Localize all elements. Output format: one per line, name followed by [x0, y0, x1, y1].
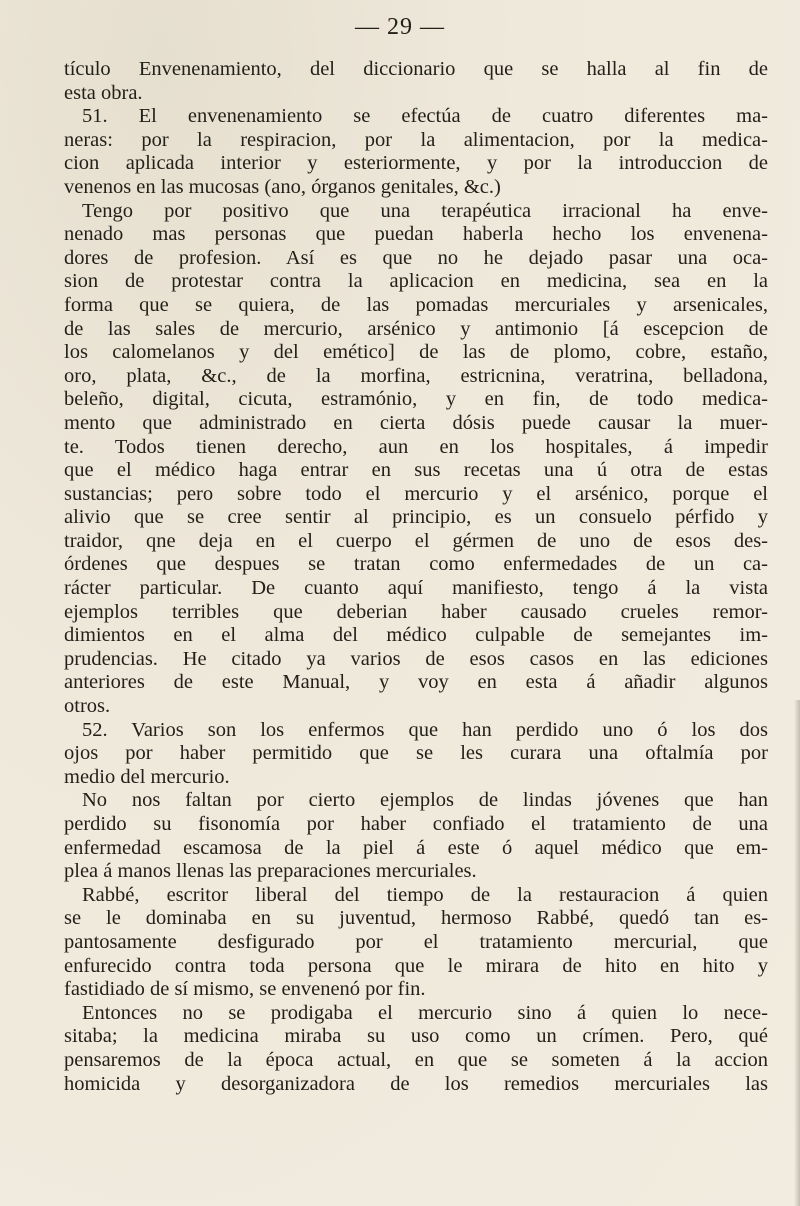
text-line: de las sales de mercurio, arsénico y antimonio [á escepcion de	[64, 317, 768, 340]
text-line: pantosamente desfigurado por el tratamiento mercurial, que	[64, 930, 768, 953]
text-line: que el médico haga entrar en sus recetas una ú otra de estas	[64, 459, 768, 482]
text-line: sustancias; pero sobre todo el mercurio y el arsénico, porque el	[64, 482, 768, 505]
text-line: cion aplicada interior y esteriormente, y por la introduccion de	[64, 152, 768, 175]
text-line: Rabbé, escritor liberal del tiempo de la restauracion á quien	[82, 883, 768, 906]
text-line: forma que se quiera, de las pomadas mercuriales y arsenicales,	[64, 293, 768, 316]
text-line: oro, plata, &c., de la morfina, estricnina, veratrina, belladona,	[64, 364, 768, 387]
text-line: los calomelanos y del emético] de las de plomo, cobre, estaño,	[64, 341, 768, 364]
text-line: fastidiado de sí mismo, se envenenó por fin.	[64, 978, 426, 1001]
text-line: enfurecido contra toda persona que le mirara de hito en hito y	[64, 954, 768, 977]
text-line: 52. Varios son los enfermos que han perdido uno ó los dos	[82, 718, 768, 741]
text-line: plea á manos llenas las preparaciones mercuriales.	[64, 860, 477, 883]
text-line: traidor, qne deja en el cuerpo el gérmen de uno de esos des-	[64, 529, 768, 552]
text-line: rácter particular. De cuanto aquí manifiesto, tengo á la vista	[64, 577, 768, 600]
text-line: esta obra.	[64, 81, 143, 104]
text-line: nenado mas personas que puedan haberla hecho los envenena-	[64, 223, 768, 246]
text-line: se le dominaba en su juventud, hermoso Rabbé, quedó tan es-	[64, 907, 768, 930]
text-line: alivio que se cree sentir al principio, es un consuelo pérfido y	[64, 506, 768, 529]
body-text	[64, 58, 768, 1096]
text-line: venenos en las mucosas (ano, órganos genitales, &c.)	[64, 175, 501, 198]
text-line: No nos faltan por cierto ejemplos de lindas jóvenes que han	[82, 789, 768, 812]
text-line: enfermedad escamosa de la piel á este ó aquel médico que em-	[64, 836, 768, 859]
page-edge-shadow	[794, 700, 800, 1206]
text-line: homicida y desorganizadora de los remedios mercuriales las	[64, 1072, 768, 1095]
text-line: perdido su fisonomía por haber confiado el tratamiento de una	[64, 813, 768, 835]
text-line: prudencias. He citado ya varios de esos casos en las ediciones	[64, 647, 768, 670]
text-line: 51. El envenenamiento se efectúa de cuatro diferentes ma-	[82, 105, 768, 128]
text-line: Entonces no se prodigaba el mercurio sino á quien lo nece-	[82, 1001, 768, 1024]
text-line: órdenes que despues se tratan como enfermedades de un ca-	[64, 553, 768, 576]
text-line: pensaremos de la época actual, en que se someten á la accion	[64, 1048, 768, 1071]
text-line: medio del mercurio.	[64, 765, 230, 788]
text-line: anteriores de este Manual, y voy en esta á añadir algunos	[64, 671, 768, 694]
page-number-header: — 29 —	[355, 14, 445, 40]
text-line: sitaba; la medicina miraba su uso como un crímen. Pero, qué	[64, 1025, 768, 1048]
text-line: beleño, digital, cicuta, estramónio, y en fin, de todo medica-	[64, 388, 768, 411]
text-line: otros.	[64, 695, 111, 718]
text-line: dimientos en el alma del médico culpable de semejantes im-	[64, 624, 768, 647]
text-line: neras: por la respiracion, por la alimentacion, por la medica-	[64, 128, 768, 151]
text-line: Tengo por positivo que una terapéutica irracional ha enve-	[82, 199, 768, 222]
text-line: te. Todos tienen derecho, aun en los hospitales, á impedir	[64, 435, 768, 458]
text-line: tículo Envenenamiento, del diccionario que se halla al fin de	[64, 58, 768, 80]
text-line: dores de profesion. Así es que no he dejado pasar una oca-	[64, 246, 768, 269]
text-line: ejemplos terribles que deberian haber causado crueles remor-	[64, 600, 768, 623]
text-line: sion de protestar contra la aplicacion en medicina, sea en la	[64, 270, 768, 293]
text-line: ojos por haber permitido que se les curara una oftalmía por	[64, 742, 768, 765]
text-line: mento que administrado en cierta dósis puede causar la muer-	[64, 411, 768, 434]
